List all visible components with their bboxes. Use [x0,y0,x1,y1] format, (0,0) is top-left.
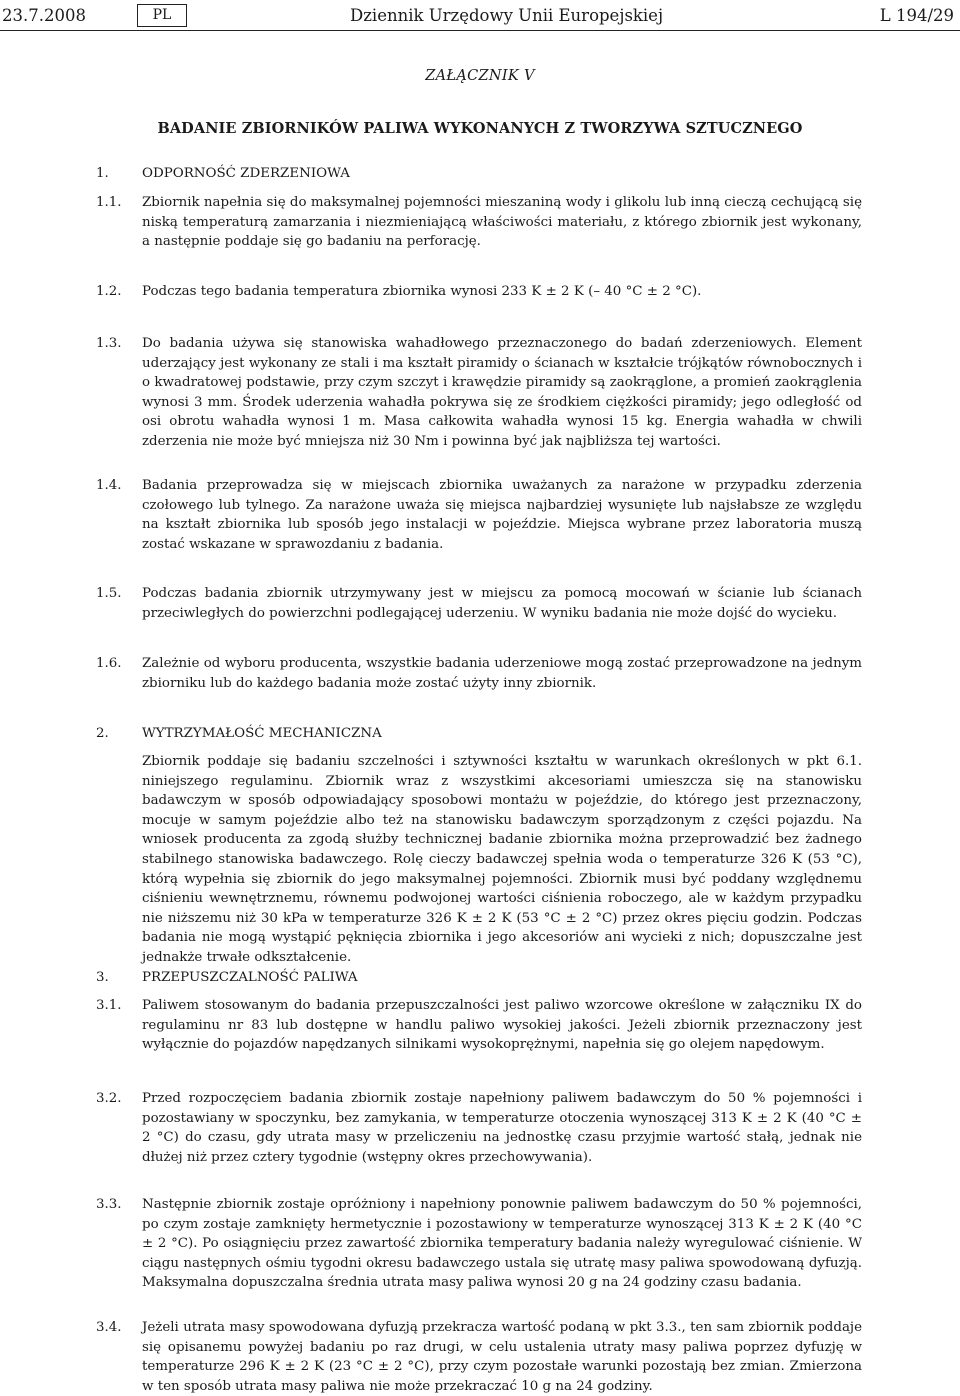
header-rule [0,30,960,31]
paragraph-1-3: Do badania używa się stanowiska wahadłowego przeznaczonego do badań zderzeniowych. Element uderzający jest wykonany ze stali i ma kształt piramidy o ścianach w kształcie trójkątów równobocznych i o kwadratowej podstawie, przy czym szczyt i krawędzie piramidy są zaokrąglone, a promień zaokrąglenia wynosi 3 mm. Środek uderzenia wahadła pokrywa się ze środkiem ciężkości piramidy; jego odległość od osi obrotu wahadła wynosi 1 m. Masa całkowita wahadła wynosi 15 kg. Energia wahadła w chwili zderzenia nie może być mniejsza niż 30 Nm i powinna być jak najbliższa tej wartości. [142,336,862,449]
paragraph-number: 1.4. [96,478,122,493]
paragraph-1-6: Zależnie od wyboru producenta, wszystkie badania uderzeniowe mogą zostać przeprowadzone na jednym zbiorniku lub do każdego badania może zostać użyty inny zbiornik. [142,656,862,691]
paragraph-number: 1.3. [96,336,122,351]
paragraph-1-1: Zbiornik napełnia się do maksymalnej pojemności mieszaniną wody i glikolu lub inną cieczą cechującą się niską temperaturą zamarzania i niezmieniającą właściwości materiału, z którego zbiornik jest wykonany, a następnie poddaje się go badaniu na perforację. [142,195,862,250]
section-title: WYTRZYMAŁOŚĆ MECHANICZNA [142,726,382,741]
paragraph-number: 3.3. [96,1197,122,1212]
section-number: 2. [96,726,109,741]
paragraph-number: 3.1. [96,998,122,1013]
paragraph-1-4: Badania przeprowadza się w miejscach zbiornika uważanych za narażone w przypadku zderzenia czołowego lub tylnego. Za narażone uważa się miejsca najbardziej wysunięte lub najsłabsze ze względu na kształt zbiornika lub sposób jego instalacji w pojeździe. Miejsca wybrane przez laboratoria muszą zostać wskazane w sprawozdaniu z badania. [142,478,862,552]
paragraph-3-4: Jeżeli utrata masy spowodowana dyfuzją przekracza wartość podaną w pkt 3.3., ten sam zbiornik poddaje się opisanemu powyżej badaniu po raz drugi, w celu ustalenia utraty masy paliwa poprzez dyfuzję w temperaturze 296 K ± 2 K (23 °C ± 2 °C), przy czym pozostałe warunki pozostają bez zmian. Zmierzona w ten sposób utrata masy paliwa nie może przekraczać 10 g na 24 godziny. [142,1320,862,1394]
paragraph-number: 1.6. [96,656,122,671]
section-title: PRZEPUSZCZALNOŚĆ PALIWA [142,970,358,985]
paragraph-3-2: Przed rozpoczęciem badania zbiornik zostaje napełniony paliwem badawczym do 50 % pojemności i pozostawiany w spoczynku, bez zamykania, w temperaturze otoczenia wynoszącej 313 K ± 2 K (40 °C ± 2 °C) do czasu, gdy utrata masy w przeliczeniu na jednostkę czasu przyjmie wartość stałą, jednak nie dłużej niż przez cztery tygodnie (wstępny okres przechowywania). [142,1091,862,1165]
journal-name: Dziennik Urzędowy Unii Europejskiej [350,6,664,25]
paragraph-number: 1.2. [96,284,122,299]
paragraph-number: 1.1. [96,195,122,210]
document-title: BADANIE ZBIORNIKÓW PALIWA WYKONANYCH Z TWORZYWA SZTUCZNEGO [157,120,803,137]
paragraph-number: 1.5. [96,586,122,601]
page-reference: L 194/29 [879,6,954,25]
publication-date: 23.7.2008 [2,6,86,25]
section-title: ODPORNOŚĆ ZDERZENIOWA [142,166,350,181]
paragraph-2-body: Zbiornik poddaje się badaniu szczelności i sztywności kształtu w warunkach określonych w pkt 6.1. niniejszego regulaminu. Zbiornik wraz z wszystkimi akcesoriami umieszcza się na stanowisku badawczym w sposób odpowiadający sposobowi montażu w pojeździe, do którego jest przeznaczony, mocuje w samym pojeździe albo też na stanowisku badawczym sporządzonym z części pojazdu. Na wniosek producenta za zgodą służby technicznej badanie zbiornika można przeprowadzić bez żadnego stabilnego stanowiska badawczego. Rolę cieczy badawczej spełnia woda o temperaturze 326 K (53 °C), którą wypełnia się zbiornik do jego maksymalnej pojemności. Zbiornik musi być poddany względnemu ciśnieniu wewnętrznemu, równemu podwojonej wartości ciśnienia roboczego, ale w każdym przypadku nie niższemu niż 30 kPa w temperaturze 326 K ± 2 K (53 °C ± 2 °C) przez okres pięciu godzin. Podczas badania nie mogą wystąpić pęknięcia zbiornika i jego akcesoriów ani wycieki z nich; dopuszczalne jest jednakże trwałe odkształcenie. [142,754,862,965]
paragraph-3-1: Paliwem stosowanym do badania przepuszczalności jest paliwo wzorcowe określone w załączniku IX do regulaminu nr 83 lub dostępne w handlu paliwo wysokiej jakości. Jeżeli zbiornik przeznaczony jest wyłącznie do pojazdów napędzanych silnikami wysokoprężnymi, napełnia się go olejem napędowym. [142,998,862,1053]
paragraph-1-5: Podczas badania zbiornik utrzymywany jest w miejscu za pomocą mocowań w ścianie lub ścianach przeciwległych do powierzchni podlegającej uderzeniu. W wyniku badania nie może dojść do wycieku. [142,586,862,621]
section-number: 3. [96,970,109,985]
paragraph-number: 3.2. [96,1091,122,1106]
annex-title: ZAŁĄCZNIK V [425,68,535,84]
language-badge: PL [137,4,187,27]
paragraph-1-2: Podczas tego badania temperatura zbiornika wynosi 233 K ± 2 K (– 40 °C ± 2 °C). [142,284,702,299]
page-header [0,4,960,30]
paragraph-3-3: Następnie zbiornik zostaje opróżniony i napełniony ponownie paliwem badawczym do 50 % pojemności, po czym zostaje zamknięty hermetycznie i pozostawiony w temperaturze wynoszącej 313 K ± 2 K (40 °C ± 2 °C). Po osiągnięciu przez zawartość zbiornika temperatury badania należy wyregulować ciśnienie. W ciągu następnych ośmiu tygodni okresu badawczego ustala się utratę masy paliwa spowodowaną dyfuzją. Maksymalna dopuszczalna średnia utrata masy paliwa wynosi 20 g na 24 godziny czasu badania. [142,1197,862,1291]
paragraph-number: 3.4. [96,1320,122,1335]
section-number: 1. [96,166,109,181]
